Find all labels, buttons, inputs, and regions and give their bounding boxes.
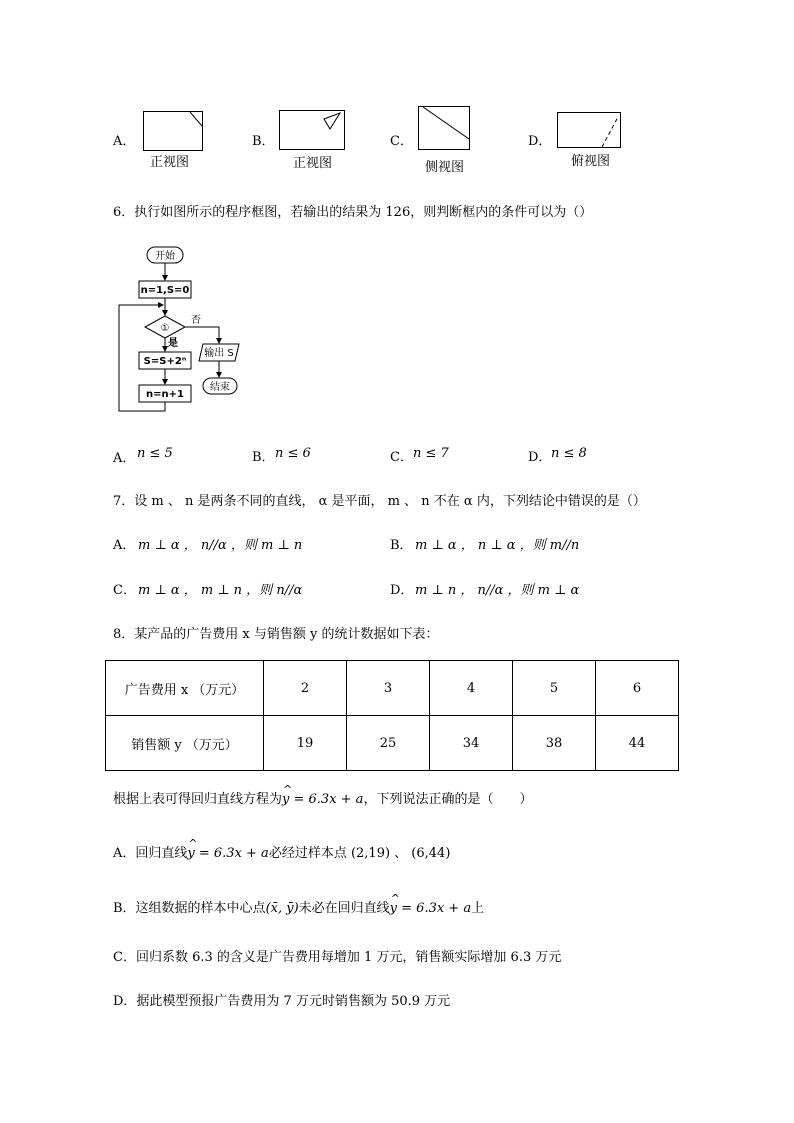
dashed-line-icon — [558, 113, 620, 147]
q8-intro-pre: 根据上表可得回归直线方程为 — [113, 792, 283, 807]
q7-option-a-letter: A． — [113, 538, 136, 553]
sample-center-point: (x̄, ȳ) — [265, 901, 299, 916]
table-row-header: 销售额 y （万元） — [106, 716, 264, 771]
flowchart-no-label: 否 — [191, 315, 201, 326]
flowchart-yes-label: 是 — [168, 338, 178, 349]
q6-flowchart — [115, 243, 255, 415]
q5-option-c-figure — [418, 106, 470, 150]
table-cell: 34 — [430, 716, 513, 771]
q6-option-b-letter: B． — [252, 450, 275, 465]
flowchart-decision-label: ① — [160, 323, 170, 334]
q6-option-d-letter: D． — [528, 450, 552, 465]
q5-option-a-caption: 正视图 — [150, 155, 190, 170]
table-row — [106, 661, 679, 716]
table-cell: 3 — [347, 661, 430, 716]
q6-option-c-text: n ≤ 7 — [413, 446, 449, 461]
flowchart-output-label: 输出 S — [204, 348, 234, 359]
q5-option-c-caption: 侧视图 — [425, 160, 465, 175]
table-cell: 19 — [264, 716, 347, 771]
q7-option-c-text: m ⊥ α ， m ⊥ n ，则 n//α — [138, 583, 303, 598]
q8-option-a-pre: A．回归直线 — [113, 846, 188, 861]
q6-option-a-letter: A． — [113, 451, 136, 466]
q8-option-b — [113, 897, 484, 916]
flowchart-s-update-label: S=S+2ⁿ — [143, 356, 187, 367]
table-cell: 5 — [513, 661, 596, 716]
regression-equation: ^ y = 6.3x + a — [282, 792, 363, 807]
q5-option-b-figure — [279, 110, 345, 150]
q7-stem: 7．设 m 、 n 是两条不同的直线， α 是平面， m 、 n 不在 α 内，下列结论中错误的是（） — [113, 494, 646, 509]
flowchart-start-label: 开始 — [155, 251, 175, 262]
q7-option-c-letter: C． — [113, 583, 136, 598]
table-cell: 25 — [347, 716, 430, 771]
q6-option-a-text: n ≤ 5 — [137, 446, 173, 461]
q7-option-b-letter: B． — [390, 538, 413, 553]
table-cell: 4 — [430, 661, 513, 716]
q8-option-c: C．回归系数 6.3 的含义是广告费用每增加 1 万元，销售额实际增加 6.3 万元 — [113, 950, 562, 965]
q7-option-d-letter: D． — [390, 583, 414, 598]
flowchart-end-label: 结束 — [210, 382, 230, 393]
q5-option-a-letter: A． — [113, 134, 136, 149]
q8-stem: 8．某产品的广告费用 x 与销售额 y 的统计数据如下表： — [113, 627, 439, 642]
q8-option-b-mid: 未必在回归直线 — [298, 901, 390, 916]
q7-option-d-text: m ⊥ n ， n//α ，则 m ⊥ α — [415, 583, 580, 598]
q5-option-c-letter: C． — [390, 134, 413, 149]
q8-intro-post: ，下列说法正确的是（ ） — [363, 792, 533, 807]
q5-option-d-figure — [557, 112, 621, 148]
q8-option-b-pre: B．这组数据的样本中心点 — [113, 901, 266, 916]
q6-option-b-text: n ≤ 6 — [275, 446, 311, 461]
q6-option-c-letter: C． — [390, 450, 413, 465]
triangle-icon — [280, 111, 344, 149]
q8-data-table — [105, 660, 679, 771]
regression-equation: ^ y = 6.3x + a — [187, 846, 268, 861]
table-row — [106, 716, 679, 771]
q6-option-d-text: n ≤ 8 — [551, 446, 587, 461]
q7-option-a-text: m ⊥ α ， n//α ，则 m ⊥ n — [138, 538, 303, 553]
table-cell: 38 — [513, 716, 596, 771]
diagonal-line-icon — [144, 112, 202, 150]
regression-equation: ^ y = 6.3x + a — [390, 901, 471, 916]
q8-option-b-post: 上 — [471, 901, 485, 916]
flowchart-n-update-label: n=n+1 — [146, 389, 184, 400]
table-cell: 6 — [596, 661, 679, 716]
q8-intro — [113, 788, 532, 807]
q8-option-d: D．据此模型预报广告费用为 7 万元时销售额为 50.9 万元 — [113, 994, 451, 1009]
q7-option-b-text: m ⊥ α ， n ⊥ α ，则 m//n — [415, 538, 580, 553]
q5-option-d-letter: D． — [528, 134, 552, 149]
q5-option-d-caption: 俯视图 — [571, 154, 611, 169]
table-row-header: 广告费用 x （万元） — [106, 661, 264, 716]
table-cell: 44 — [596, 716, 679, 771]
table-cell: 2 — [264, 661, 347, 716]
q8-option-a — [113, 842, 450, 861]
q8-option-a-post: 必经过样本点 (2,19) 、 (6,44) — [268, 846, 451, 861]
diagonal-line-icon — [419, 107, 469, 149]
q5-option-b-caption: 正视图 — [293, 156, 333, 171]
q6-stem: 6．执行如图所示的程序框图，若输出的结果为 126，则判断框内的条件可以为（） — [113, 205, 593, 220]
q5-option-b-letter: B． — [252, 134, 275, 149]
q5-option-a-figure — [143, 111, 203, 151]
flowchart-init-label: n=1,S=0 — [140, 285, 190, 296]
